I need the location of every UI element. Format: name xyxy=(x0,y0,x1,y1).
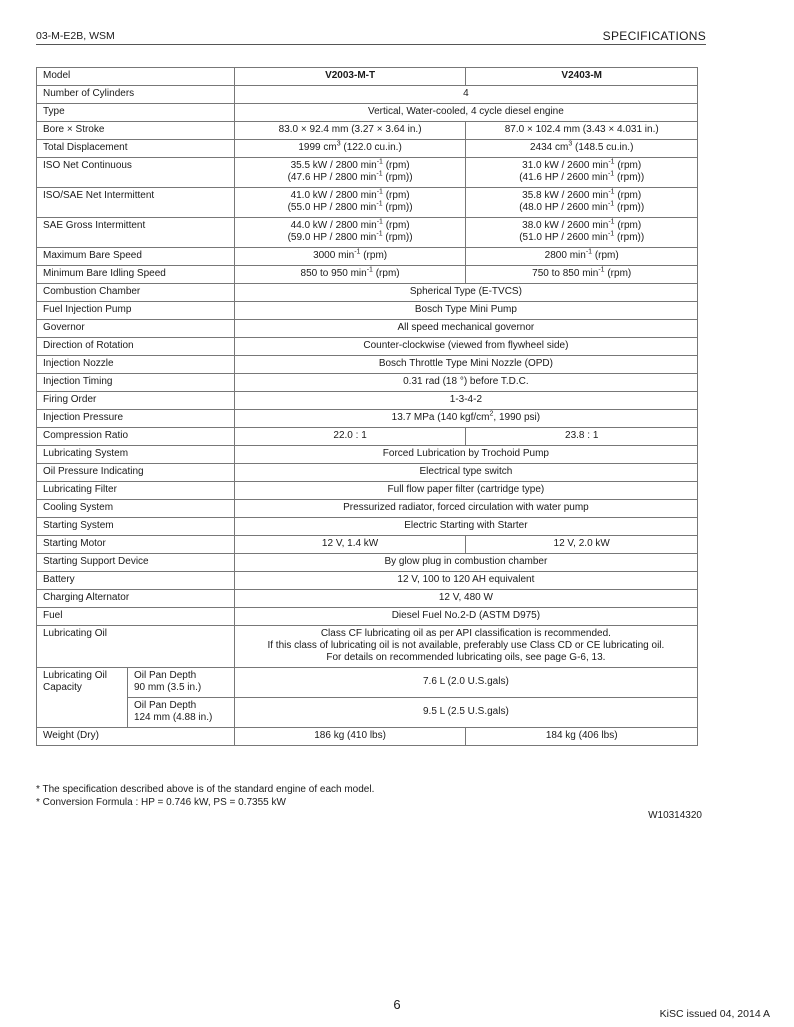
row-value: 1999 $cm^3$ (122.0 cu.in.) xyxy=(234,140,466,158)
row-label: Weight (Dry) xyxy=(37,728,235,746)
table-row xyxy=(37,518,698,536)
row-value: 38.0 kW / 2600 $\min^{-1} (rpm)$ (51.0 HP / 2600 $\min^{-1} (rpm)$) xyxy=(466,218,698,248)
row-value: 41.0 kW / 2800 $\min^{-1} (rpm)$ (55.0 HP / 2800 $\min^{-1} (rpm)$) xyxy=(234,188,466,218)
row-value: Full flow paper filter (cartridge type) xyxy=(234,482,697,500)
row-label: ISO/SAE Net Intermittent xyxy=(37,188,235,218)
table-row xyxy=(37,188,698,218)
row-value: Spherical Type (E-TVCS) xyxy=(234,284,697,302)
table-row xyxy=(37,266,698,284)
table-row xyxy=(37,668,698,698)
row-value: 7.6 L (2.0 U.S.gals) xyxy=(234,668,697,698)
page-header xyxy=(36,30,706,45)
row-value: All speed mechanical governor xyxy=(234,320,697,338)
table-row xyxy=(37,446,698,464)
row-value: 23.8 : 1 xyxy=(466,428,698,446)
row-label: Starting System xyxy=(37,518,235,536)
row-value: Pressurized radiator, forced circulation with water pump xyxy=(234,500,697,518)
table-row xyxy=(37,464,698,482)
row-value: By glow plug in combustion chamber xyxy=(234,554,697,572)
row-value: 12 V, 2.0 kW xyxy=(466,536,698,554)
row-value: 22.0 : 1 xyxy=(234,428,466,446)
row-label: Direction of Rotation xyxy=(37,338,235,356)
row-value: Electric Starting with Starter xyxy=(234,518,697,536)
table-row xyxy=(37,500,698,518)
row-label: Fuel Injection Pump xyxy=(37,302,235,320)
table-row xyxy=(37,698,698,728)
row-value: 12 V, 1.4 kW xyxy=(234,536,466,554)
row-value: 750 to 850 $\min^{-1} (rpm)$ xyxy=(466,266,698,284)
table-row xyxy=(37,284,698,302)
row-value: 12 V, 100 to 120 AH equivalent xyxy=(234,572,697,590)
issue-info: KiSC issued 04, 2014 A xyxy=(659,1008,770,1020)
row-label: Starting Support Device xyxy=(37,554,235,572)
row-value: 2800 $\min^{-1} (rpm)$ xyxy=(466,248,698,266)
table-row xyxy=(37,122,698,140)
table-row xyxy=(37,104,698,122)
row-value: Bosch Throttle Type Mini Nozzle (OPD) xyxy=(234,356,697,374)
specifications-table xyxy=(36,67,698,746)
footnote: * Conversion Formula : HP = 0.746 kW, PS = 0.7355 kW xyxy=(36,796,286,808)
table-row xyxy=(37,392,698,410)
row-label: Lubricating System xyxy=(37,446,235,464)
row-value: 0.31 rad (18 °) before T.D.C. xyxy=(234,374,697,392)
row-label: Oil Pressure Indicating xyxy=(37,464,235,482)
row-value: Electrical type switch xyxy=(234,464,697,482)
row-value: Vertical, Water-cooled, 4 cycle diesel engine xyxy=(234,104,697,122)
row-label: Compression Ratio xyxy=(37,428,235,446)
table-row xyxy=(37,338,698,356)
table-row xyxy=(37,158,698,188)
table-row xyxy=(37,248,698,266)
footnote: * The specification described above is of the standard engine of each model. xyxy=(36,784,375,795)
row-label: Starting Motor xyxy=(37,536,235,554)
table-row xyxy=(37,86,698,104)
table-row xyxy=(37,728,698,746)
row-label: Battery xyxy=(37,572,235,590)
row-sublabel: Oil Pan Depth 124 mm (4.88 in.) xyxy=(127,698,234,728)
page-number: 6 xyxy=(393,997,401,1012)
row-value: 83.0 × 92.4 mm (3.27 × 3.64 in.) xyxy=(234,122,466,140)
table-row xyxy=(37,428,698,446)
row-value: 1-3-4-2 xyxy=(234,392,697,410)
row-label: Total Displacement xyxy=(37,140,235,158)
row-label: Maximum Bare Speed xyxy=(37,248,235,266)
row-value: 2434 $cm^3$ (148.5 cu.in.) xyxy=(466,140,698,158)
doc-code: 03-M-E2B, WSM xyxy=(36,30,115,42)
row-value: 44.0 kW / 2800 $\min^{-1} (rpm)$ (59.0 HP / 2800 $\min^{-1} (rpm)$) xyxy=(234,218,466,248)
row-label: Charging Alternator xyxy=(37,590,235,608)
row-value: 35.8 kW / 2600 $\min^{-1} (rpm)$ (48.0 HP / 2600 $\min^{-1} (rpm)$) xyxy=(466,188,698,218)
row-value: Diesel Fuel No.2-D (ASTM D975) xyxy=(234,608,697,626)
row-value: 184 kg (406 lbs) xyxy=(466,728,698,746)
table-row xyxy=(37,140,698,158)
table-row xyxy=(37,590,698,608)
row-value: 850 to 950 $\min^{-1} (rpm)$ xyxy=(234,266,466,284)
row-value: 4 xyxy=(234,86,697,104)
row-label: Lubricating Oil xyxy=(37,626,235,668)
row-value: 87.0 × 102.4 mm (3.43 × 4.031 in.) xyxy=(466,122,698,140)
row-label: ISO Net Continuous xyxy=(37,158,235,188)
row-label: Governor xyxy=(37,320,235,338)
row-label: SAE Gross Intermittent xyxy=(37,218,235,248)
table-row xyxy=(37,374,698,392)
table-row xyxy=(37,536,698,554)
row-value: 12 V, 480 W xyxy=(234,590,697,608)
row-value: 13.7 MPa (140 kgf/$cm^2$, 1990 psi) xyxy=(234,410,697,428)
row-value: 31.0 kW / 2600 $\min^{-1} (rpm)$ (41.6 HP / 2600 $\min^{-1} (rpm)$) xyxy=(466,158,698,188)
table-row xyxy=(37,320,698,338)
row-label: Number of Cylinders xyxy=(37,86,235,104)
row-label: Type xyxy=(37,104,235,122)
row-label: Injection Timing xyxy=(37,374,235,392)
row-value: Counter-clockwise (viewed from flywheel side) xyxy=(234,338,697,356)
row-label: Minimum Bare Idling Speed xyxy=(37,266,235,284)
table-row xyxy=(37,218,698,248)
row-label: Bore × Stroke xyxy=(37,122,235,140)
row-value: 3000 $\min^{-1} (rpm)$ xyxy=(234,248,466,266)
row-value: 35.5 kW / 2800 $\min^{-1} (rpm)$ (47.6 HP / 2800 $\min^{-1} (rpm)$) xyxy=(234,158,466,188)
column-header-v2003: V2003-M-T xyxy=(234,68,466,86)
row-label: Lubricating Filter xyxy=(37,482,235,500)
row-label: Fuel xyxy=(37,608,235,626)
column-header-v2403: V2403-M xyxy=(466,68,698,86)
row-label: Combustion Chamber xyxy=(37,284,235,302)
footnotes xyxy=(36,784,374,809)
table-row xyxy=(37,608,698,626)
row-value: Bosch Type Mini Pump xyxy=(234,302,697,320)
table-row xyxy=(37,482,698,500)
row-value: Forced Lubrication by Trochoid Pump xyxy=(234,446,697,464)
row-label: Injection Pressure xyxy=(37,410,235,428)
table-row xyxy=(37,356,698,374)
table-row xyxy=(37,302,698,320)
reference-code: W10314320 xyxy=(648,810,702,821)
row-label: Injection Nozzle xyxy=(37,356,235,374)
row-label: Model xyxy=(37,68,235,86)
row-value: 9.5 L (2.5 U.S.gals) xyxy=(234,698,697,728)
row-label: Cooling System xyxy=(37,500,235,518)
table-row xyxy=(37,554,698,572)
table-row xyxy=(37,572,698,590)
row-label: Lubricating Oil Capacity xyxy=(37,668,128,728)
table-row xyxy=(37,626,698,668)
table-row xyxy=(37,68,698,86)
section-title: SPECIFICATIONS xyxy=(602,29,706,43)
row-value: Class CF lubricating oil as per API classification is recommended. If this class of lubricating oil is not available, preferably use Class CD or CE lubricating oil. For details on recommended lubricating oils, see page G-6, 13. xyxy=(234,626,697,668)
table-row xyxy=(37,410,698,428)
row-value: 186 kg (410 lbs) xyxy=(234,728,466,746)
row-label: Firing Order xyxy=(37,392,235,410)
row-sublabel: Oil Pan Depth 90 mm (3.5 in.) xyxy=(127,668,234,698)
